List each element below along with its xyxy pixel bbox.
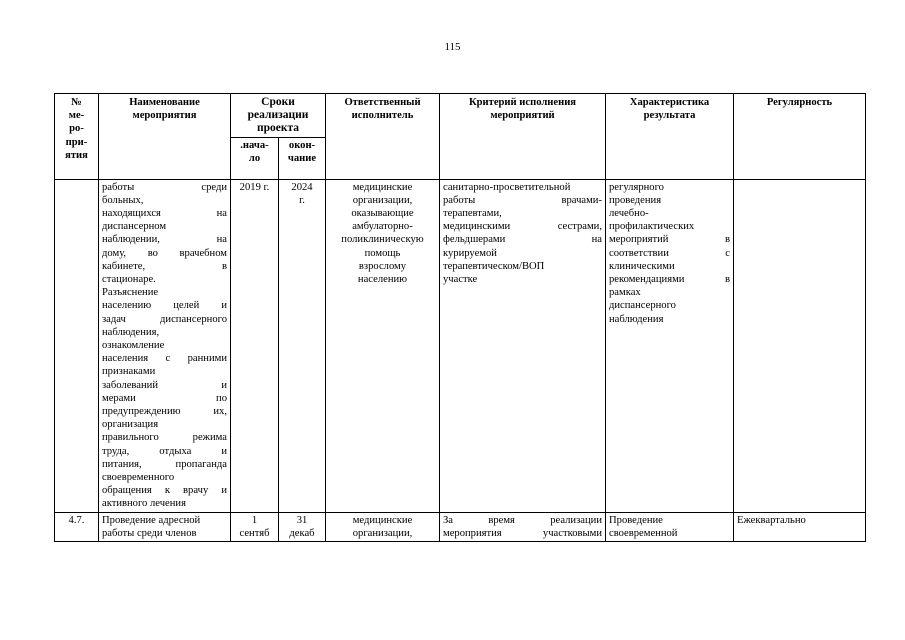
text-line: профилактических bbox=[609, 221, 695, 233]
cell-num: 4.7. bbox=[55, 512, 99, 541]
text-line: лечебно- bbox=[609, 208, 649, 220]
header-text: Наименование bbox=[129, 97, 200, 108]
header-text: проекта bbox=[256, 122, 300, 135]
text-line: населения с ранними bbox=[102, 353, 227, 365]
text-line: медицинские bbox=[352, 514, 413, 526]
header-text: № bbox=[71, 97, 82, 108]
cell-end bbox=[279, 512, 326, 541]
text-line: активного лечения bbox=[102, 498, 186, 510]
text-line: населению целей и bbox=[102, 300, 227, 312]
text-line: диспансерном bbox=[102, 221, 167, 233]
header-text: Критерий исполнения bbox=[468, 97, 577, 108]
cell-result bbox=[606, 512, 734, 541]
text-line: медицинскими сестрами, bbox=[443, 221, 602, 233]
text-line: курируемой bbox=[443, 247, 497, 259]
header-text: реализации bbox=[247, 109, 309, 122]
text-line: поликлиническую bbox=[341, 234, 424, 246]
text-line: мерами по bbox=[102, 392, 227, 404]
header-text: ятия bbox=[65, 149, 88, 161]
header-text: Характеристика bbox=[629, 97, 710, 108]
text-line: 31 bbox=[296, 514, 308, 526]
text-line: За время реализации bbox=[443, 514, 602, 526]
text-line: правильного режима bbox=[102, 432, 227, 444]
text-line: находящихся на bbox=[102, 208, 227, 220]
text-line: 1 bbox=[251, 514, 258, 526]
header-text: .нача- bbox=[240, 139, 269, 151]
header-end bbox=[279, 137, 326, 179]
text-line: санитарно-просветительной bbox=[443, 181, 571, 193]
text-line: работы врачами- bbox=[443, 194, 602, 206]
text-line: труда, отдыха и bbox=[102, 445, 227, 457]
text-line: наблюдении, на bbox=[102, 234, 227, 246]
text-line: предупреждению их, bbox=[102, 406, 227, 418]
text-line: своевременной bbox=[609, 527, 678, 539]
cell-regularity: Ежеквартально bbox=[734, 512, 866, 541]
header-responsible bbox=[326, 94, 440, 180]
text-line: наблюдения bbox=[609, 313, 664, 325]
text-line: диспансерного bbox=[609, 300, 676, 312]
text-line: кабинете, в bbox=[102, 260, 227, 272]
cell-regularity bbox=[734, 179, 866, 512]
text-line: заболеваний и bbox=[102, 379, 227, 391]
text-line: организация bbox=[102, 419, 159, 431]
text-line: фельдшерами на bbox=[443, 234, 602, 246]
text-line: организации, bbox=[352, 527, 413, 539]
header-text: мероприятия bbox=[132, 110, 197, 122]
cell-responsible bbox=[326, 512, 440, 541]
cell-criterion bbox=[440, 179, 606, 512]
text-line: соответствии с bbox=[609, 247, 730, 259]
text-line: Разъяснение bbox=[102, 287, 159, 299]
text-line: терапевтами, bbox=[443, 208, 502, 220]
cell-name bbox=[99, 512, 231, 541]
text-line: работы среди членов bbox=[102, 527, 197, 539]
header-text: ло bbox=[248, 152, 261, 164]
text-line: терапевтическом/ВОП bbox=[443, 260, 545, 272]
text-line: дому, во врачебном bbox=[102, 247, 227, 259]
header-text: исполнитель bbox=[351, 110, 414, 122]
cell-result bbox=[606, 179, 734, 512]
text-line: рамках bbox=[609, 287, 641, 299]
cell-name bbox=[99, 179, 231, 512]
text-line: регулярного bbox=[609, 181, 664, 193]
table-row bbox=[55, 179, 866, 512]
page-number: 115 bbox=[444, 41, 461, 53]
table-row bbox=[55, 512, 866, 541]
text-line: Проведение адресной bbox=[102, 514, 201, 526]
text-line: больных, bbox=[102, 194, 144, 206]
text-line: декаб bbox=[289, 527, 315, 539]
text-line: стационаре. bbox=[102, 274, 156, 286]
header-text: ро- bbox=[69, 123, 84, 135]
cell-start bbox=[231, 512, 279, 541]
text-line: оказывающие bbox=[351, 208, 414, 220]
header-regularity bbox=[734, 94, 866, 180]
text-line: питания, пропаганда bbox=[102, 458, 227, 470]
text-line: сентяб bbox=[239, 527, 270, 539]
header-num bbox=[55, 94, 99, 180]
text-line: работы среди bbox=[102, 181, 227, 193]
text-line: взрослому bbox=[358, 260, 407, 272]
header-criterion bbox=[440, 94, 606, 180]
header-text: Ответственный bbox=[344, 97, 421, 108]
header-result bbox=[606, 94, 734, 180]
events-table bbox=[54, 93, 866, 542]
cell-num bbox=[55, 179, 99, 512]
text-line: населению bbox=[357, 274, 408, 286]
text-line: участке bbox=[443, 274, 478, 286]
text-line: медицинские bbox=[352, 181, 413, 193]
header-row-1 bbox=[55, 94, 866, 138]
cell-criterion bbox=[440, 512, 606, 541]
text-line: клиническими bbox=[609, 260, 675, 272]
header-start bbox=[231, 137, 279, 179]
text-line: г. bbox=[299, 194, 305, 206]
text-line: наблюдения, bbox=[102, 326, 160, 338]
text-line: амбулаторно- bbox=[352, 221, 413, 233]
text-line: проведения bbox=[609, 194, 662, 206]
header-text: Регулярность bbox=[766, 97, 833, 108]
text-line: мероприятий в bbox=[609, 234, 730, 246]
text-line: обращения к врачу и bbox=[102, 485, 227, 497]
text-line: своевременного bbox=[102, 472, 175, 484]
text-line: рекомендациями в bbox=[609, 274, 730, 286]
text-line: задач диспансерного bbox=[102, 313, 227, 325]
text-line: 2019 г. bbox=[239, 181, 270, 193]
header-text: мероприятий bbox=[490, 110, 555, 122]
header-text: ме- bbox=[68, 110, 85, 122]
header-text: при- bbox=[65, 136, 88, 148]
header-text: Сроки bbox=[261, 96, 295, 108]
text-line: Проведение bbox=[609, 514, 663, 526]
header-text: результата bbox=[643, 110, 696, 122]
text-line: мероприятия участковыми bbox=[443, 527, 602, 539]
header-text: окон- bbox=[288, 139, 316, 151]
header-name bbox=[99, 94, 231, 180]
text-line: помощь bbox=[364, 247, 401, 259]
text-line: признаками bbox=[102, 366, 156, 378]
cell-responsible bbox=[326, 179, 440, 512]
header-terms bbox=[231, 94, 326, 138]
header-text: чание bbox=[287, 152, 317, 164]
text-line: 2024 bbox=[291, 181, 313, 193]
text-line: организации, bbox=[352, 194, 413, 206]
cell-start bbox=[231, 179, 279, 512]
text-line: ознакомление bbox=[102, 340, 165, 352]
cell-end bbox=[279, 179, 326, 512]
